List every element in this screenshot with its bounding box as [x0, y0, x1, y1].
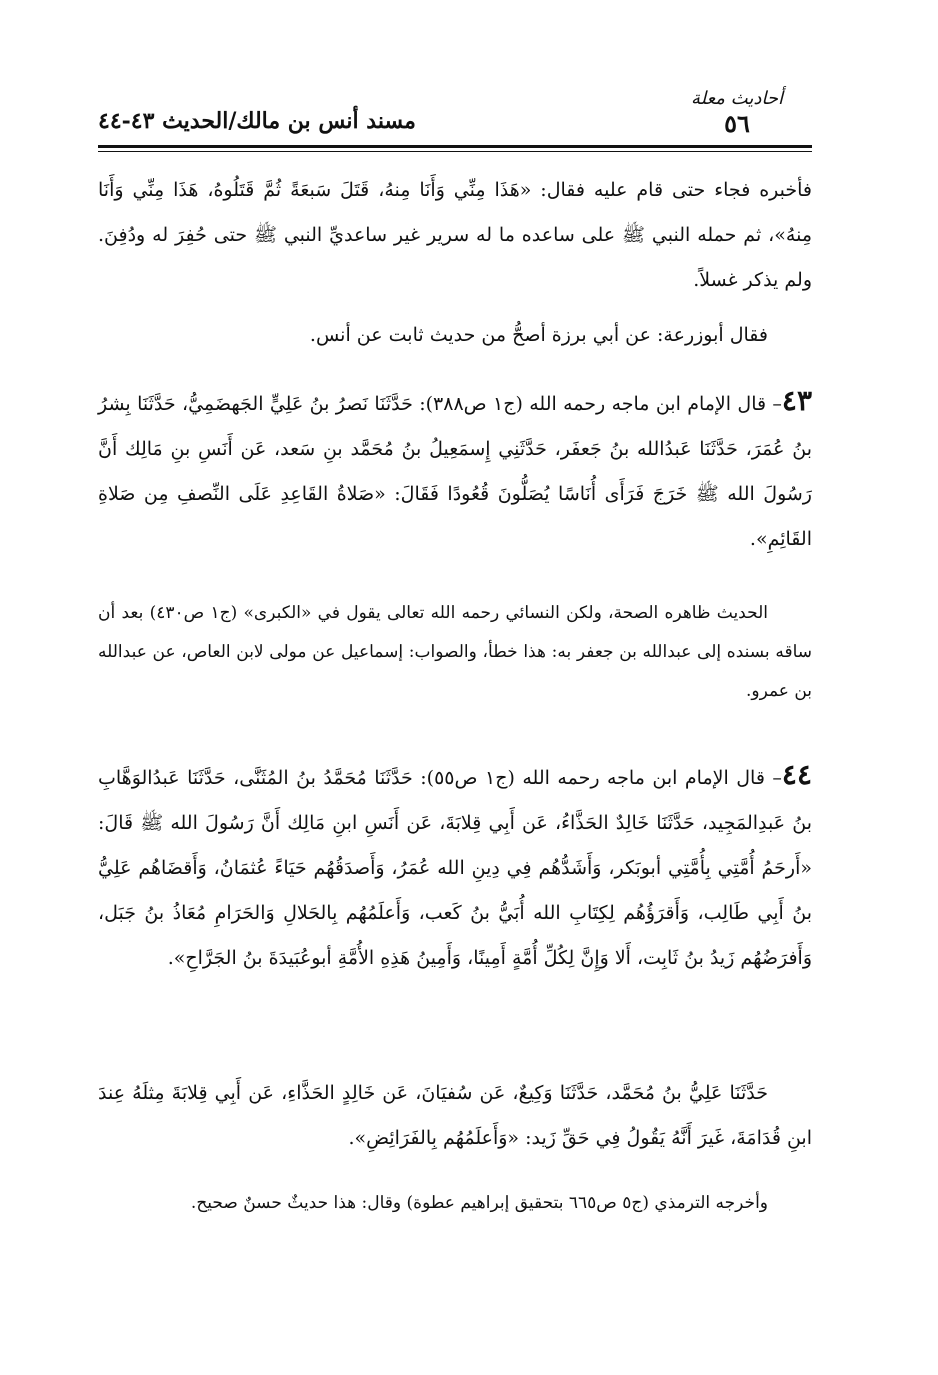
hadith-44-second-chain: حَدَّثَنَا عَلِيُّ بنُ مُحَمَّد، حَدَّثَنَا وَكِيعٌ، عَن سُفيَانَ، عَن خَالِدٍ الحَذَّاءِ، عَن أَبِي قِلابَةَ مِثلَهُ عِندَ ابنِ قُدَامَةَ، غَيرَ أَنَّهُ يَقُولُ فِي حَقِّ زَيد: «وَأَعلَمُهُم بِالفَرَائِضِ». — [98, 1082, 812, 1149]
paragraph-continuation: فأخبره فجاء حتى قام عليه فقال: «هَذَا مِنِّي وَأَنَا مِنهُ، قَتَلَ سَبعَةً ثُمَّ قَتَلُوهُ، هَذَا مِنِّي وَأَنَا مِنهُ»، ثم حمله النبي ﷺ على ساعده ما له سرير غير ساعديِّ النبي ﷺ حتى حُفِرَ له ودُفِنَ. ولم يذكر غسلاً. — [98, 179, 812, 291]
header-rule-thin — [98, 151, 812, 152]
header-rule — [98, 145, 812, 148]
hadith-text: – قال الإمام ابن ماجه رحمه الله (ج١ ص٥٥): حَدَّثَنَا مُحَمَّدُ بنُ المُثَنَّى، حَدَّثَنَا عَبدُالوَهَّابِ بنُ عَبدِالمَجِيد، حَدَّثَنَا خَالِدٌ الحَذَّاءُ، عَن أَبِي قِلابَةَ، عَن أَنَسِ ابنِ مَالِك أَنَّ رَسُولَ الله ﷺ قَالَ: «أَرحَمُ أُمَّتِي بِأُمَّتِي أبوبَكر، وَأَشَدُّهُم فِي دِينِ الله عُمَرُ، وَأَصدَقُهُم حَيَاءً عُثمَانُ، وَأَقضَاهُم عَلِيُّ بنُ أَبِي طَالِب، وَأَقرَؤُهُم لِكِتَابِ الله أُبَيُّ بنُ كَعب، وَأَعلَمُهُم بِالحَلالِ وَالحَرَامِ مُعَاذُ بنُ جَبَل، وَأَفرَضُهُم زَيدُ بنُ ثَابِت، أَلا وَإِنَّ لِكُلِّ أُمَّةٍ أَمِينًا، وَأَمِينُ هَذِهِ الأُمَّةِ أبوعُبَيدَةَ بنُ الجَرَّاحِ». — [98, 767, 812, 969]
hadith-44 — [98, 752, 812, 981]
hadith-43 — [98, 378, 812, 562]
book-mark — [662, 88, 812, 138]
commentary-44: وأخرجه الترمذي (ج٥ ص٦٦٥ بتحقيق إبراهيم عطوة) وقال: هذا حديثٌ حسنٌ صحيح. — [190, 1193, 768, 1213]
running-title: مسند أنس بن مالك/الحديث ٤٣-٤٤ — [98, 108, 416, 134]
hadith-number: ٤٤ — [781, 758, 812, 791]
hadith-number: ٤٣ — [781, 384, 812, 417]
commentary-43: الحديث ظاهره الصحة، ولكن النسائي رحمه الله تعالى يقول في «الكبرى» (ج١ ص٤٣٠) بعد أن ساقه بسنده إلى عبدالله بن جعفر به: هذا خطأ، والصواب: إسماعيل عن مولى لابن العاص، عن عبدالله بن عمرو. — [98, 603, 812, 701]
paragraph-abuzura: فقال أبوزرعة: عن أبي برزة أصحُّ من حديث ثابت عن أنس. — [309, 324, 768, 346]
book-title: أحاديث معلة — [691, 88, 783, 109]
page-number: ٥٦ — [724, 109, 750, 138]
hadith-text: – قال الإمام ابن ماجه رحمه الله (ج١ ص٣٨٨): حَدَّثَنَا نَصرُ بنُ عَلِيٍّ الجَهضَمِيُّ، حَدَّثَنَا بِشرُ بنُ عُمَرَ، حَدَّثَنَا عَبدُالله بنُ جَعفَر، حَدَّثَنِي إِسمَعِيلُ بنُ مُحَمَّد بنِ سَعد، عَن أَنَسِ بنِ مَالِك أَنَّ رَسُولَ الله ﷺ خَرَجَ فَرَأَى أُنَاسًا يُصَلُّونَ قُعُودًا فَقَالَ: «صَلاةُ القَاعِدِ عَلَى النِّصفِ مِن صَلاةِ القَائِمِ». — [98, 393, 812, 550]
